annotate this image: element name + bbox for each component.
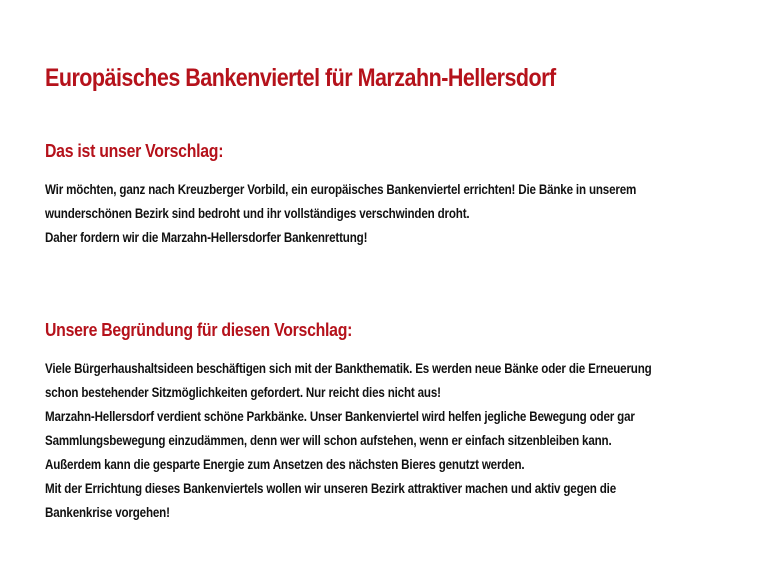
reason-heading: Unsere Begründung für diesen Vorschlag: — [45, 320, 353, 340]
reason-line: Sammlungsbewegung einzudämmen, denn wer will schon aufstehen, wenn er einfach sitzenbleiben kann. — [45, 433, 612, 448]
proposal-text — [45, 178, 732, 250]
reason-text — [45, 357, 750, 525]
proposal-line: Wir möchten, ganz nach Kreuzberger Vorbild, ein europäisches Bankenviertel errichten! Die Bänke in unserem — [45, 182, 637, 197]
reason-line: Viele Bürgerhaushaltsideen beschäftigen sich mit der Bankthematik. Es werden neue Bänke oder die Erneuerung — [45, 361, 652, 376]
proposal-heading: Das ist unser Vorschlag: — [45, 141, 224, 161]
page-title: Europäisches Bankenviertel für Marzahn-Hellersdorf — [45, 64, 556, 92]
reason-line: Mit der Errichtung dieses Bankenviertels wollen wir unseren Bezirk attraktiver machen und aktiv gegen die — [45, 481, 617, 496]
reason-line: Bankenkrise vorgehen! — [45, 505, 170, 520]
proposal-line: Daher fordern wir die Marzahn-Hellersdorfer Bankenrettung! — [45, 230, 368, 245]
reason-line: Marzahn-Hellersdorf verdient schöne Parkbänke. Unser Bankenviertel wird helfen jegliche Bewegung oder gar — [45, 409, 635, 424]
reason-line: schon bestehender Sitzmöglichkeiten gefordert. Nur reicht dies nicht aus! — [45, 385, 441, 400]
proposal-line: wunderschönen Bezirk sind bedroht und ihr vollständiges verschwinden droht. — [45, 206, 470, 221]
reason-line: Außerdem kann die gesparte Energie zum Ansetzen des nächsten Bieres genutzt werden. — [45, 457, 525, 472]
